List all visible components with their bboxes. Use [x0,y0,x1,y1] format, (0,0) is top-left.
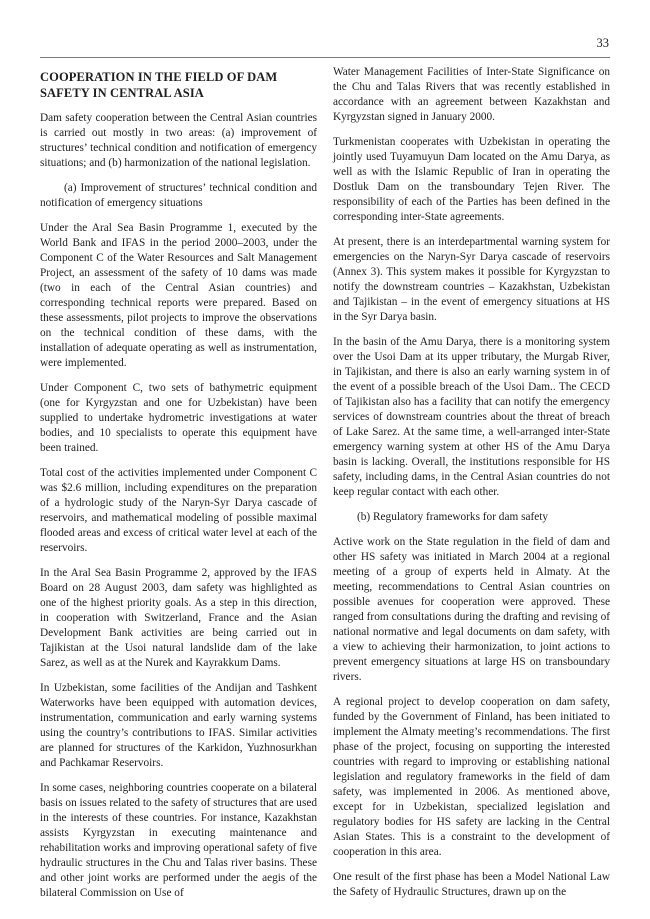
paragraph: Total cost of the activities implemented under Component C was $2.6 million, including expenditures on the preparation of a hydrologic study of the Naryn-Syr Darya cascade of reservoirs, and mathematical modeling of possible maximal flooded areas and excess of critical water level at each of the reservoirs. [40,467,317,554]
paragraph: In the Aral Sea Basin Programme 2, approved by the IFAS Board on 28 August 2003, dam safety was highlighted as one of the highest priority goals. As a step in this direction, in cooperation with Switzerland, France and the Asian Development Bank activities are being carried out in Tajikistan at the Usoi natural landslide dam of the lake Sarez, as well as at the Nurek and Kayrakkum Dams. [40,567,317,669]
paragraph: In some cases, neighboring countries cooperate on a bilateral basis on issues related to the safety of structures that are used in the interests of these countries. For instance, Kazakhstan assists Kyrgyzstan in executing maintenance and rehabilitation works and improving operational safety of five hydraulic structures in the Chu and Talas river basins. These and other joint works are performed under the aegis of the bilateral Commission on Use of [40,782,318,899]
page-number: 33 [596,36,609,50]
paragraph: Under the Aral Sea Basin Programme 1, executed by the World Bank and IFAS in the period 2000–2003, under the Component C of the Water Resources and Salt Management Project, an assessment of the safety of 10 dams was made (two in each of the Central Asian countries) and corresponding technical reports were prepared. Based on these assessments, pilot projects to improve the observations on the technical condition of these dams, with the installation of adequate operating as well as instrumentation, were implemented. [40,222,317,369]
paragraph: In Uzbekistan, some facilities of the Andijan and Tashkent Waterworks have been equipped with automation devices, instrumentation, communication and early warning systems using the country’s contributions to IFAS. Similar activities are planned for structures of the Karkidon, Yuzhnosurkhan and Pachkamar Reservoirs. [40,682,317,769]
paragraph: At present, there is an interdepartmental warning system for emergencies on the Naryn-Syr Darya cascade of reservoirs (Annex 3). This system makes it possible for Kyrgyzstan to notify the downstream countries – Kazakhstan, Uzbekistan and Tajikistan – in the event of emergency situations at HS in the Syr Darya basin. [333,236,610,323]
left-column [40,65,317,911]
paragraph: Water Management Facilities of Inter-State Significance on the Chu and Talas Rivers that was recently established in accordance with an agreement between Kazakhstan and Kyrgyzstan signed in January 2000. [333,66,610,123]
paragraph: In the basin of the Amu Darya, there is a monitoring system over the Usoi Dam at its upper tributary, the Murgab River, in Tajikistan, and there is also an early warning system in of the event of a possible breach of the Usoi Dam.. The CECD of Tajikistan also has a facility that can notify the emergency services of downstream countries about the threat of breach of Lake Sarez. At the same time, a well-arranged inter-State emergency warning system at other HS of the Amu Darya basin is lacking. Overall, the institutions responsible for HS safety, including dams, in the Central Asian countries do not keep regular contact with each other. [333,336,610,498]
right-column [333,65,610,910]
paragraph: One result of the first phase has been a Model National Law the Safety of Hydraulic Structures, drawn up on the [333,871,610,898]
subheading-a: (a) Improvement of structures’ technical condition and notification of emergency situations [40,182,317,209]
header-rule [40,57,610,58]
subheading-b: (b) Regulatory frameworks for dam safety [357,511,549,523]
paragraph: Dam safety cooperation between the Central Asian countries is carried out mostly in two areas: (a) improvement of structures’ technical condition and notification of emergency situations; and (b) harmonization of the national legislation. [40,112,317,169]
paragraph: Turkmenistan cooperates with Uzbekistan in operating the jointly used Tuyamuyun Dam located on the Amu Darya, as well as with the Islamic Republic of Iran in operating the Dostluk Dam on the transboundary Tejen River. The responsibility of each of the Parties has been defined in the corresponding inter-State agreements. [333,136,610,223]
paragraph: Under Component C, two sets of bathymetric equipment (one for Kyrgyzstan and one for Uzbekistan) have been supplied to undertake hydrometric investigations at water bodies, and 10 specialists to operate this equipment have been trained. [40,382,317,454]
section-heading: COOPERATION IN THE FIELD OF DAM SAFETY IN CENTRAL ASIA [40,70,278,100]
paragraph: Active work on the State regulation in the field of dam and other HS safety was initiated in March 2004 at a regional meeting of a group of experts held in Almaty. At the meeting, recommendations to Central Asian countries on possible avenues for cooperation were approved. These ranged from consultations during the drafting and revising of national normative and legal documents on dam safety, with a view to achieving their harmonization, to joint actions to prevent emergency situations at large HS on transboundary rivers. [333,536,610,683]
paragraph: A regional project to develop cooperation on dam safety, funded by the Government of Finland, has been initiated to implement the Almaty meeting’s recommendations. The first phase of the project, focusing on supporting the interested countries with regard to improving or establishing national legislation and regulatory frameworks in the field of dam safety, was implemented in 2006. As mentioned above, except for in Uzbekistan, specialized legislation and regulatory bodies for HS safety are lacking in the Central Asian States. This is a constraint to the development of cooperation in this area. [333,696,610,858]
